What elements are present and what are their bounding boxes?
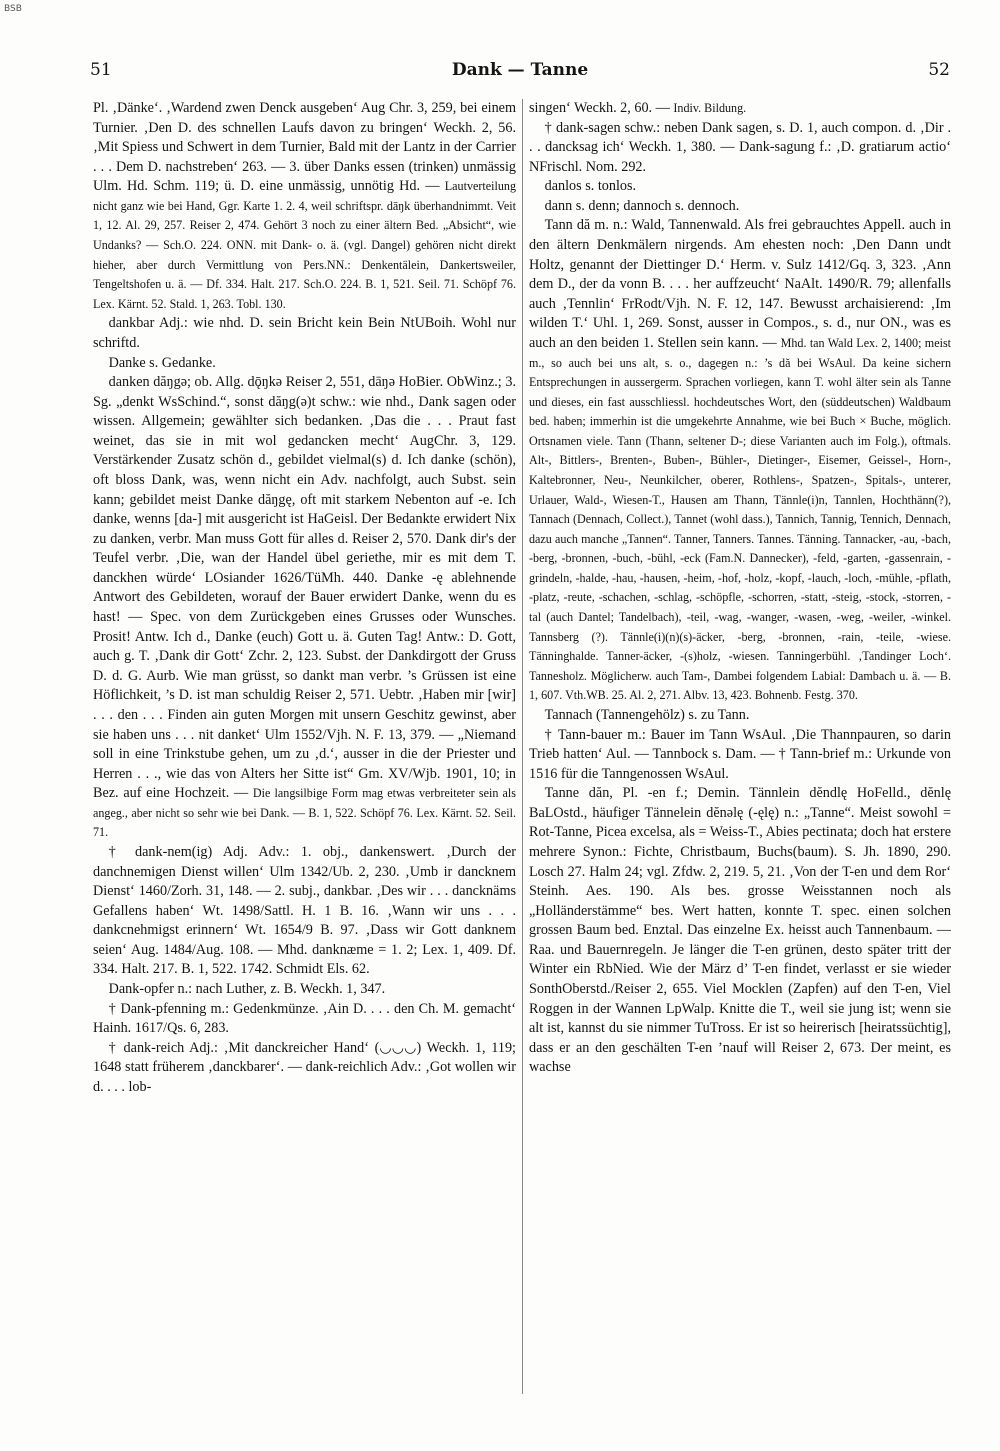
text-segment: † Dank-pfenning m.: Gedenkmünze. ‚Ain D. . . . den Ch. M. gemacht‘ Hainh. 1617/Qs. 6, 283. — [93, 1000, 516, 1037]
text-segment: singen‘ Weckh. 2, 60. — — [529, 100, 674, 116]
text-segment: † dank-sagen schw.: neben Dank sagen, s. D. 1, auch compon. d. ‚Dir . . . dancksag ich‘ Weckh. 1, 380. — Dank-sagung f.: ‚D. gratiarum actio‘ NFrischl. Nom. 292. — [529, 119, 951, 175]
text-segment: Tanne dăn, Pl. -en f.; Demin. Tännlein dĕndlę HoFelld., dĕnlę BaLOstd., häufiger Tännelein dĕnəlę (-ęlę) n.: „Tanne“. Meist sowohl = Rot-Tanne, Picea excelsa, als = Weiss-T., Abies pectinata; doch hat erstere mehrere Synon.: Fichte, Christbaum, Buchs(baum). S. Jh. 1890, 290. Losch 27. Halm 24; vgl. Zfdw. 2, 219. 5, 21. ‚Von der T-en und dem Ror‘ Steinh. Aes. 190. Als bes. grosse Weisstannen noch als „Holländerstämme“ bes. Wert hatten, konnte T. spec. einen solchen grossen Baum bed. Enztal. Das einzelne Ex. heisst auch Tannenbaum. — Raa. und Bauernregeln. Je länger die T-en grünen, desto später tritt der Winter ein RbNied. Wie der März d’ T-en findet, verlasst er sie wieder SonthOberstd./Reiser 2, 655. Viel Mocklen (Zapfen) auf den T-en, Viel Roggen in der Wannen LpWalp. Knitte die T., weil sie jung ist; wenn sie alt ist, kannst du sie nimmer TuTross. Er ist so heirerisch [heiratssüchtig], dass er an den geschälten T-en ’nauf will Reiser 2, 673. Der meint, es wachse — [529, 785, 951, 1076]
column-divider — [522, 99, 523, 1394]
page-number-right: 52 — [928, 60, 950, 80]
page-header — [90, 60, 950, 86]
text-segment: † dank-nem(ig) Adj. Adv.: 1. obj., dankenswert. ‚Durch der danchnemigen Dienst willen‘ Ulm 1342/Ub. 2, 230. ‚Umb ir dancknem Dienst‘ 1460/Zorh. 31, 148. — 2. subj., dankbar. ‚Des wir . . . dancknäms Gefallens haben‘ Wt. 1498/Sattl. H. 1 B. 16. ‚Wann wir uns . . . dankcnehmigst erinnern‘ Wt. 1654/9 B. 97. ‚Dass wir Gott danknem seien‘ Aug. 1484/Aug. 108. — Mhd. danknæme = 1. 2; Lex. 1, 409. Df. 334. Halt. 217. B. 1, 522. 1742. Schmidt Els. 62. — [93, 843, 516, 978]
text-segment: Tann dă m. n.: Wald, Tannenwald. Als frei gebrauchtes Appell. auch in den ältern Denkmälern nirgends. Am ehesten noch: ‚Den Dann undt Holtz, genannt der Diettinger D.‘ Herm. v. Sulz 1412/Gq. 3, 323. ‚Ann dem D., der da vonn B. . . . her auffzeucht‘ NaAlt. 1490/R. 79; allenfalls auch ‚Tennlin‘ FrRodt/Vjh. N. F. 12, 147. Bewusst archaisierend: ‚Im wilden T.‘ Uhl. 1, 269. Sonst, ausser in Compos., s. d., nur ON., was es auch an den beiden 1. Stellen sein kann. — — [529, 217, 951, 351]
dictionary-paragraph — [93, 980, 516, 1000]
text-segment: danken dăŋgə; ob. Allg. dǭŋkə Reiser 2, 551, dāŋə HoBier. ObWinz.; 3. Sg. „denkt WsSchind.“, sonst dăŋg(ə)t schw.: wie nhd., Dank sagen oder wissen. Allgemein; gewählter sich bedanken. ‚Das die . . . Praut fast weinet, das sie in mit wol gedancken mecht‘ AugChr. 3, 129. Verstärkender Zusatz schön d., gebildet vielmal(s) d. Ich danke (schön), oft bloss Dank, was, wenn nicht ein Adv. nachfolgt, auch Subst. sein kann; gebildet meist Danke dăŋgę, oft mit starkem Nebenton auf -e. Ich danke, wenns [da-] mit ausgericht ist HaGeisl. Der Bedankte erwidert Nix zu danken, verbr. Man muss Gott für alles d. Reiser 2, 570. Dank dir's der Teufel verbr. ‚Die, wan der Handel übel geriethe, mir es mit dem T. danckhen würde‘ LOsiander 1626/TüMh. 440. Danke -ę ablehnende Antwort des Gebildeten, worauf der Bauer erwidert Danke, wenn du es hast! — Spec. von dem Zurückgeben eines Grusses oder Wunsches. Prosit! Antw. Ich d., Danke (euch) Gott u. ä. Guten Tag! Antw.: D. Gott, auch g. T. ‚Dank dir Gott‘ Zchr. 2, 123. Subst. der Dankdirgott der Gruss D. d. G. Aurb. Wie man grüsst, so dankt man verbr. ’s Grüssen ist eine Höflichkeit, ’s D. ist man schuldig Reiser 2, 571. Uebtr. ‚Haben mir [wir] . . . den . . . Finden ain guten Morgen mit unsern Geschitz gewinst, aber sie haben uns . . . nit danket‘ Ulm 1552/Vjh. N. F. 13, 379. — „Niemand soll in eine Trinkstube gehen, um zu ‚d.‘, ausser in die der Priester und Herren . . ., wie das von Alters her Sitte ist“ Gm. XV/Wjb. 1901, 10; in Bez. auf eine Hochzeit. — — [93, 374, 516, 802]
dictionary-paragraph — [93, 373, 516, 843]
dictionary-paragraph — [529, 197, 951, 217]
left-column — [93, 99, 516, 1097]
dictionary-paragraph — [529, 784, 951, 1078]
text-segment: dankbar Adj.: wie nhd. D. sein Bricht kein Bein NtUBoih. Wohl nur schriftd. — [93, 315, 516, 351]
text-segment: Danke s. Gedanke. — [108, 354, 216, 371]
text-segment: Mhd. tan Wald Lex. 2, 1400; meist m., so auch bei uns alt, s. o., dagegen n.: ’s dă bei WsAul. Da keine sichern Entsprechungen in aussergerm. Sprachen vorliegen, kann T. wohl älter sein als Tanne und dieses, ein fast ausschliessl. hochdeutsches Wort, den (süddeutschen) Waldbaum bed. haben; immerhin ist die umgekehrte Annahme, wie bei Buch × Buche, möglich. Ortsnamen viele. Tann (Thann, seltener D-; diese Varianten auch im Folg.), oftmals. Alt-, Bittlers-, Brenten-, Buben-, Bühler-, Dietinger-, Eisemer, Geissel-, Horn-, Kaltebronner, Neu-, Neunkilcher, oberer, Rothlens-, Spatzen-, Spitals-, unterer, Urlauer, Wald-, Wiesen-T., Hausen am Thann, Tännle(i)n, Tannlen, Hochthänn(?), Tannach (Dennach, Collect.), Tannet (wohl dass.), Tannich, Tannig, Tennich, Dennach, dazu auch manche „Tannen“. Tanner, Tanners. Tannes. Tänning. Tannacker, -au, -bach, -berg, -bronnen, -buch, -bühl, -eck (Fam.N. Dannecker), -feld, -garten, -gassenrain, -grindeln, -halde, -hau, -hausen, -heim, -hof, -holz, -kopf, -lauch, -loch, -mühle, -pflath, -platz, -reute, -schachen, -schlag, -schöpfle, -schorren, -statt, -steig, -stock, -storren, -tal (auch Dantel; Tandelbach), -teil, -wag, -wanger, -wasen, -weg, -weiler, -winkel. Tannsberg (?). Tännle(i)(n)(s)-äcker, -berg, -bronnen, -rain, -teile, -wiese. Tänninghalde. Tanner-äcker, -(s)holz, -wiesen. Tanningerbühl. ‚Tandinger Loch‘. Tannesholz. Möglicherw. auch Tam-, Dambei folgendem Labial: Dambach u. ä. — B. 1, 607. Vth.WB. 25. Al. 2, 271. Albv. 13, 423. Bohnenb. Festg. 370. — [529, 335, 952, 703]
dictionary-paragraph — [529, 706, 951, 726]
page-number-left: 51 — [90, 60, 112, 80]
text-segment: dann s. denn; dannoch s. dennoch. — [544, 197, 740, 214]
dictionary-paragraph — [529, 177, 951, 197]
text-segment: Dank-opfer n.: nach Luther, z. B. Weckh. 1, 347. — [108, 981, 386, 998]
text-segment: Tannach (Tannengehölz) s. zu Tann. — [544, 706, 750, 723]
text-segment: Pl. ‚Dänke‘. ‚Wardend zwen Denck ausgeben‘ Aug Chr. 3, 259, bei einem Turnier. ‚Den D. des schnellen Laufs davon zu bringen‘ Weckh. 2, 56. ‚Mit Spiess und Schwert in dem Turnier, Bald mit der Lantz in der Carrier . . . Dem D. nachstreben‘ 263. — 3. über Danks essen (trinken) unmässig Ulm. Hd. Schm. 119; ü. D. eine unmässig, unnötig Hd. — — [93, 100, 516, 195]
text-segment: danlos s. tonlos. — [544, 178, 637, 195]
text-segment: Indiv. Bildung. — [673, 101, 747, 115]
dictionary-paragraph — [93, 843, 516, 980]
dictionary-paragraph — [529, 216, 951, 705]
running-title: Dank — Tanne — [451, 60, 589, 80]
dictionary-paragraph — [93, 354, 516, 374]
library-stamp: BSB — [4, 4, 22, 14]
text-segment: Die langsilbige Form mag etwas verbreiteter sein als angeg., aber nicht so sehr wie bei Dank. — B. 1, 522. Schöpf 76. Lex. Kärnt. 52. Seil. 71. — [93, 786, 516, 840]
dictionary-paragraph — [93, 314, 516, 353]
dictionary-paragraph — [93, 1039, 516, 1098]
dictionary-paragraph — [93, 99, 516, 314]
text-segment: † dank-reich Adj.: ‚Mit danckreicher Hand‘ (◡◡◡) Weckh. 1, 119; 1648 statt früherem ‚danckbarer‘. — dank-reichlich Adv.: ‚Got wollen wir d. . . . lob- — [93, 1039, 516, 1095]
dictionary-paragraph — [529, 119, 951, 178]
dictionary-paragraph — [529, 726, 951, 785]
dictionary-paragraph — [529, 99, 951, 119]
text-segment: † Tann-bauer m.: Bauer im Tann WsAul. ‚Die Thannpauren, so darin Trieb hatten‘ Aul. — Tannbock s. Dam. — † Tann-brief m.: Urkunde von 1516 für die Tanngenossen WsAul. — [529, 726, 951, 782]
right-column — [529, 99, 951, 1078]
dictionary-paragraph — [93, 1000, 516, 1039]
text-segment: Lautverteilung nicht ganz wie bei Hand, Ggr. Karte 1. 2. 4, weil schriftspr. dāŋk überhandnimmt. Veit 1, 12. Al. 29, 257. Reiser 2, 474. Gehört 3 noch zu einer ältern Bed. „Absicht“, wie Undanks? — Sch.O. 224. ONN. mit Dank- o. ä. (vgl. Dangel) gehören nicht direkt hieher, aber durch Vermittlung von Pers.NN.: Denkentälein, Dankertsweiler, Tengeltshofen u. ä. — Df. 334. Halt. 217. Sch.O. 224. B. 1, 521. Seil. 71. Schöpf 76. Lex. Kärnt. 52. Stald. 1, 263. Tobl. 130. — [93, 179, 516, 311]
